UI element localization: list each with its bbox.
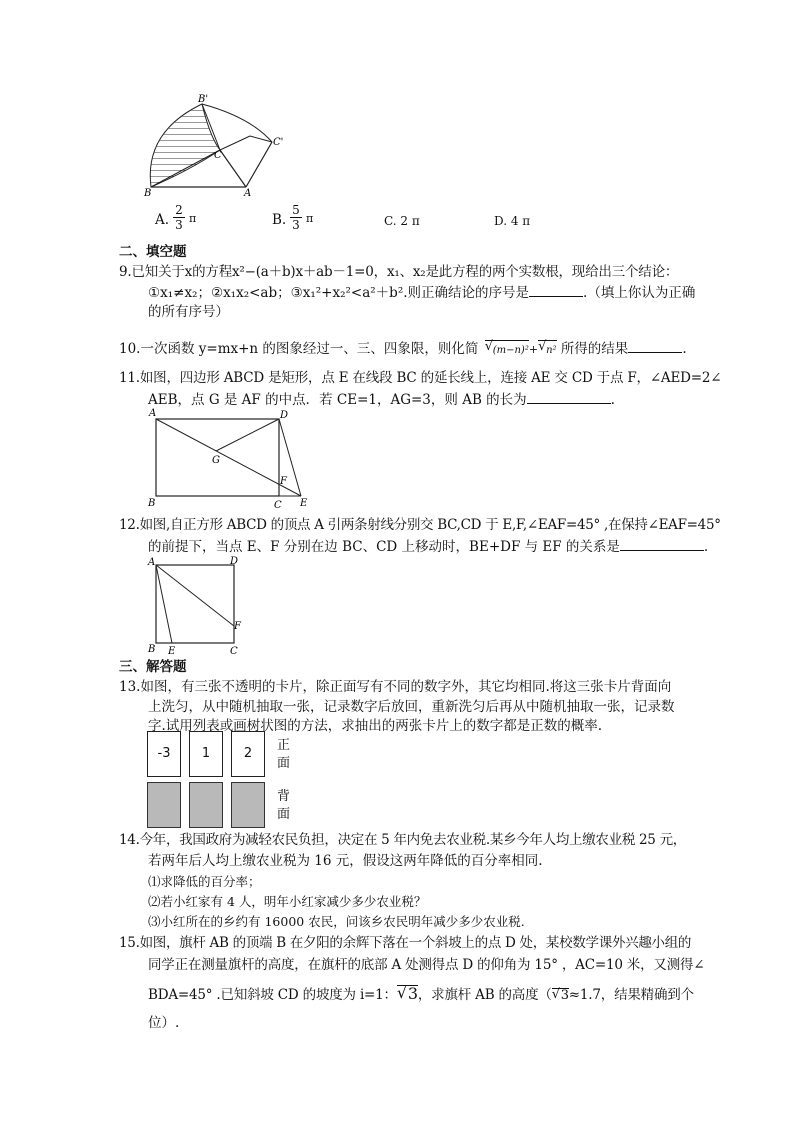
q11-label-b: B	[148, 498, 156, 509]
card-back-3	[231, 782, 265, 828]
q12-line2: 的前提下，当点 E、F 分别在边 BC、CD 上移动时，BE+DF 与 EF 的关系是 .	[148, 536, 708, 557]
front-label: 正 面	[277, 738, 291, 771]
q14-sub1: ⑴求降低的百分率；	[148, 874, 261, 889]
q15-line2: 同学正在测量旗杆的高度，在旗杆的底部 A 处测得点 D 的仰角为 15° ，AC=10 米，又测得∠	[148, 957, 705, 973]
q15-line1: 15.如图，旗杆 AB 的顶端 B 在夕阳的余辉下落在一个斜坡上的点 D 处，某校数学课外兴趣小组的	[119, 935, 692, 951]
q10-line: 10.一次函数 y=mx+n 的图象经过一、三、四象限，则化简 √ (m−n)²+ √ n² 所得的结果 .	[119, 338, 687, 361]
q9-line3: 的所有序号）	[148, 304, 229, 320]
q12-label-e: E	[168, 646, 176, 656]
q8-label-b: B	[144, 188, 152, 199]
q10-radical-1: √ (m−n)²	[485, 340, 529, 361]
card-front-2: 1	[189, 731, 223, 777]
q8-label-c-prime: C'	[273, 137, 284, 148]
q11-label-a: A	[149, 408, 157, 419]
q8-label-b-prime: B'	[198, 94, 209, 105]
q12-label-c: C	[230, 646, 238, 656]
q8-label-a: A	[244, 188, 252, 199]
q8-shaded-region	[150, 104, 220, 187]
section-title-fill-in: 二、填空题	[119, 244, 187, 260]
q14-line2: 若两年后人均上缴农业税为 16 元，假设这两年降低的百分率相同.	[148, 853, 543, 869]
q12-figure	[146, 556, 246, 656]
q12-label-d: D	[230, 556, 239, 567]
q11-label-g: G	[212, 455, 220, 466]
q8-option-c: C. 2 π	[384, 214, 420, 228]
q11-answer-blank[interactable]	[527, 389, 611, 404]
q13-line1: 13.如图，有三张不透明的卡片，除正面写有不同的数字外，其它均相同.将这三张卡片背面向	[119, 679, 672, 695]
q15-line3: BDA=45° .已知斜坡 CD 的坡度为 i=1： √ 3，求旗杆 AB 的高度（ √ 3≈1.7，结果精确到个	[148, 983, 694, 1003]
q12-line1: 12.如图,自正方形 ABCD 的顶点 A 引两条射线分别交 BC,CD 于 E,F,∠EAF=45° ,在保持∠EAF=45°	[119, 517, 721, 533]
q10-answer-blank[interactable]	[628, 338, 682, 353]
back-label: 背 面	[277, 789, 291, 822]
q12-answer-blank[interactable]	[620, 536, 704, 551]
q14-sub3: ⑶小红所在的乡约有 16000 农民，问该乡农民明年减少多少农业税.	[148, 914, 525, 929]
q10-radical-2: √ n²	[538, 340, 556, 361]
q11-figure	[146, 406, 316, 510]
q12-label-a: A	[148, 557, 156, 568]
q13-line3: 字.试用列表或画树状图的方法，求抽出的两张卡片上的数字都是正数的概率.	[148, 718, 603, 734]
card-back-1	[147, 782, 181, 828]
q15-sqrt3: √ 3	[396, 983, 418, 1003]
section-title-solve: 三、解答题	[119, 659, 187, 675]
q14-sub2: ⑵若小红家有 4 人，明年小红家减少多少农业税？	[148, 894, 427, 909]
q15-sqrt3-b: √ 3	[551, 987, 569, 1003]
q13-line2: 上洗匀，从中随机抽取一张，记录数字后放回，重新洗匀后再从中随机抽取一张，记录数	[148, 699, 675, 715]
q12-label-f: F	[234, 621, 241, 632]
q9-line2: ①x₁≠x₂；②x₁x₂<ab；③x₁²+x₂²<a²＋b².则正确结论的序号是 .（填上你认为正确	[148, 282, 695, 303]
q12-label-b: B	[148, 644, 156, 655]
q9-answer-blank[interactable]	[529, 282, 583, 297]
q11-line2: AEB，点 G 是 AF 的中点．若 CE=1，AG=3，则 AB 的长为 .	[148, 389, 615, 410]
q15-line4: 位）.	[148, 1015, 180, 1031]
q11-label-e: E	[300, 498, 308, 509]
card-back-2	[189, 782, 223, 828]
q9-line1: 9.已知关于x的方程x²−(a＋b)x＋ab－1=0，x₁、x₂是此方程的两个实数根，现给出三个结论：	[119, 264, 679, 280]
q14-line1: 14.今年，我国政府为减轻农民负担，决定在 5 年内免去农业税.某乡今年人均上缴农业税 25 元，	[119, 832, 686, 848]
q11-label-f: F	[280, 476, 287, 487]
q11-line1: 11.如图，四边形 ABCD 是矩形，点 E 在线段 BC 的延长线上，连接 AE 交 CD 于点 F，∠AED=2∠	[119, 370, 722, 386]
q11-label-c: C	[274, 500, 282, 510]
card-front-3: 2	[231, 731, 265, 777]
card-front-1: -3	[147, 731, 181, 777]
q11-label-d: D	[280, 410, 289, 421]
q8-figure	[140, 92, 300, 202]
q8-option-d: D. 4 π	[494, 214, 531, 228]
q8-label-c: C	[214, 150, 222, 161]
